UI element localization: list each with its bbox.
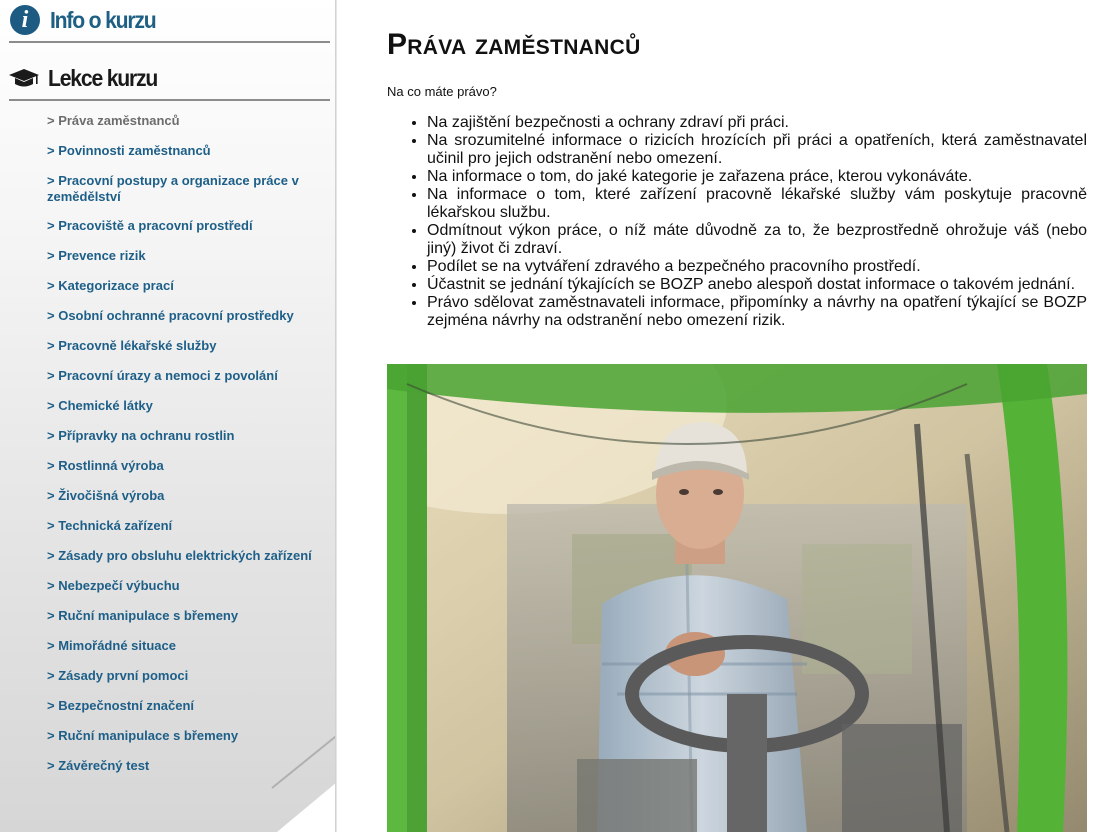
sidebar-item-nebezpeci-vybuchu[interactable]: > Nebezpečí výbuchu bbox=[47, 578, 180, 593]
sidebar-item-prava-zamestnancu[interactable]: > Práva zaměstnanců bbox=[47, 113, 180, 128]
right-item: • Na srozumitelné informace o rizicích hrozících při práci a opatřeních, která zaměstnavatel učinil pro jejich odstranění nebo omezení. bbox=[427, 132, 1087, 168]
sidebar-divider bbox=[9, 99, 330, 101]
sidebar-item-prevence-rizik[interactable]: > Prevence rizik bbox=[47, 248, 146, 263]
sidebar-item-technicka-zarizeni[interactable]: > Technická zařízení bbox=[47, 518, 173, 533]
sidebar-item-povinnosti-zamestnancu[interactable]: > Povinnosti zaměstnanců bbox=[47, 143, 211, 158]
graduation-cap-icon bbox=[8, 66, 42, 90]
right-item: • Podílet se na vytváření zdravého a bezpečného pracovního prostředí. bbox=[427, 258, 1087, 276]
right-item: • Účastnit se jednání týkajících se BOZP anebo alespoň dostat informace o takovém jednání. bbox=[427, 276, 1087, 294]
sidebar-item-pracovni-postupy-a-organizace-prace-v-zemedelstvi[interactable]: > Pracovní postupy a organizace práce v zemědělství bbox=[47, 173, 299, 204]
lekce-kurzu-header bbox=[8, 60, 167, 96]
right-item: • Odmítnout výkon práce, o níž máte důvodně za to, že bezprostředně ohrožuje váš (nebo jiný) život či zdraví. bbox=[427, 222, 1087, 258]
info-o-kurzu-header[interactable] bbox=[8, 2, 165, 38]
tractor-driver-photo bbox=[387, 364, 1087, 832]
sidebar bbox=[0, 0, 337, 832]
sidebar-item-rostlinna-vyroba[interactable]: > Rostlinná výroba bbox=[47, 458, 164, 473]
info-o-kurzu-title[interactable]: Info o kurzu bbox=[50, 6, 156, 33]
intro-text: Na co máte právo? bbox=[387, 84, 497, 99]
right-item: • Na informace o tom, do jaké kategorie je zařazena práce, kterou vykonáváte. bbox=[427, 168, 1087, 186]
sidebar-item-zivocisna-vyroba[interactable]: > Živočišná výroba bbox=[47, 488, 165, 503]
sidebar-item-zasady-pro-obsluhu-elektrickych-zarizeni[interactable]: > Zásady pro obsluhu elektrických zařízení bbox=[47, 548, 312, 563]
sidebar-item-pracovne-lekarske-sluzby[interactable]: > Pracovně lékařské služby bbox=[47, 338, 217, 353]
sidebar-shadow bbox=[335, 0, 337, 832]
right-item: • Na zajištění bezpečnosti a ochrany zdraví při práci. bbox=[427, 114, 1087, 132]
sidebar-item-pracovni-urazy-a-nemoci-z-povolani[interactable]: > Pracovní úrazy a nemoci z povolání bbox=[47, 368, 278, 383]
right-item: • Na informace o tom, které zařízení pracovně lékařské služby vám poskytuje pracovně lékařskou službu. bbox=[427, 186, 1087, 222]
sidebar-item-kategorizace-praci[interactable]: > Kategorizace prací bbox=[47, 278, 174, 293]
page-title: Práva zaměstnanců bbox=[387, 28, 641, 61]
sidebar-item-pracoviste-a-pracovni-prostredi[interactable]: > Pracoviště a pracovní prostředí bbox=[47, 218, 253, 233]
lekce-kurzu-title: Lekce kurzu bbox=[48, 64, 158, 91]
sidebar-item-osobni-ochranne-pracovni-prostredky[interactable]: > Osobní ochranné pracovní prostředky bbox=[47, 308, 294, 323]
sidebar-item-pripravky-na-ochranu-rostlin[interactable]: > Přípravky na ochranu rostlin bbox=[47, 428, 235, 443]
sidebar-item-rucni-manipulace-s-bremeny[interactable]: > Ruční manipulace s břemeny bbox=[47, 728, 239, 743]
sidebar-item-zaverecny-test[interactable]: > Závěrečný test bbox=[47, 758, 150, 773]
rights-list bbox=[387, 114, 1087, 330]
sidebar-item-chemicke-latky[interactable]: > Chemické látky bbox=[47, 398, 153, 413]
info-circle-icon: i bbox=[10, 5, 40, 35]
sidebar-divider bbox=[9, 41, 330, 43]
page-curl-corner bbox=[277, 782, 337, 832]
sidebar-item-bezpecnostni-znaceni[interactable]: > Bezpečnostní značení bbox=[47, 698, 195, 713]
right-item: • Právo sdělovat zaměstnavateli informace, připomínky a návrhy na opatření týkající se BOZP zejména návrhy na odstranění nebo omezení rizik. bbox=[427, 294, 1087, 330]
sidebar-item-mimoradne-situace[interactable]: > Mimořádné situace bbox=[47, 638, 176, 653]
sidebar-item-zasady-prvni-pomoci[interactable]: > Zásady první pomoci bbox=[47, 668, 189, 683]
sidebar-item-rucni-manipulace-s-bremeny[interactable]: > Ruční manipulace s břemeny bbox=[47, 608, 239, 623]
